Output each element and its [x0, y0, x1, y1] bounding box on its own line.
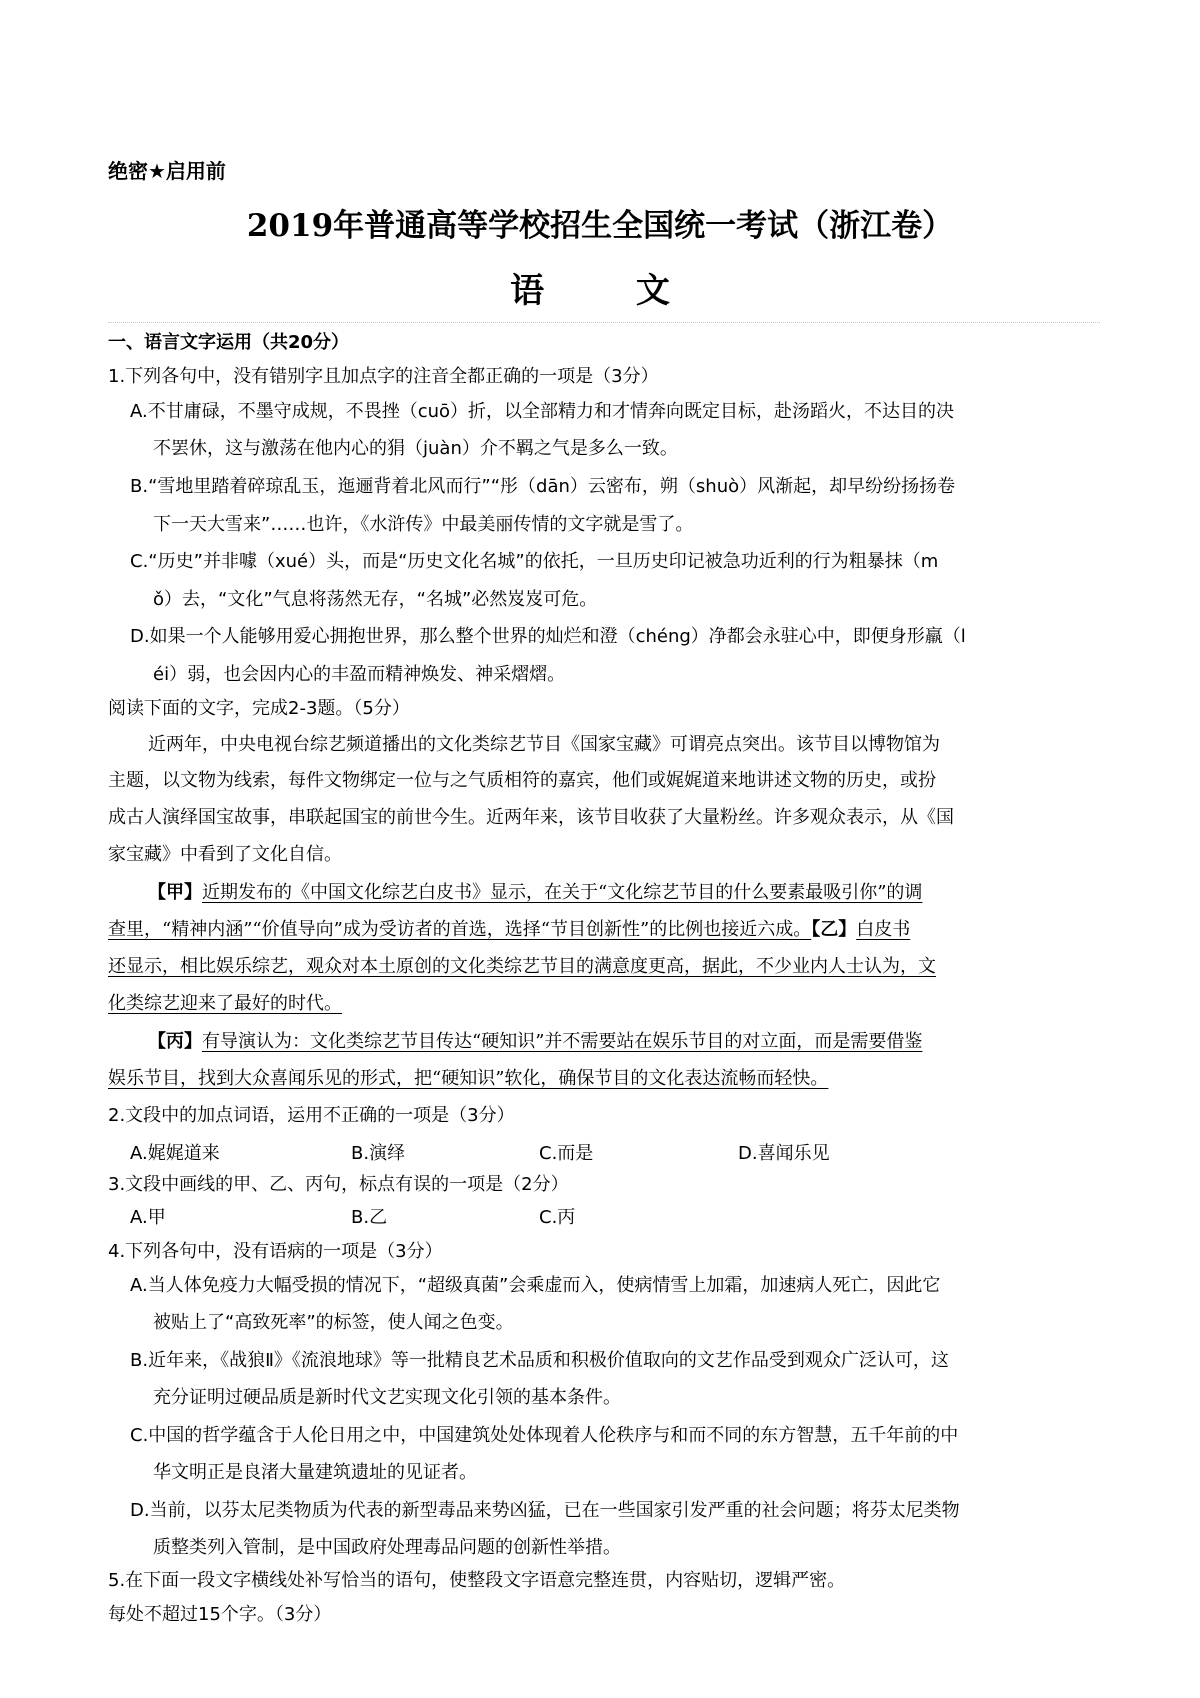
q1-option-c-line1: C.“历史”并非噱（xué）头，而是“历史文化名城”的依托，一旦历史印记被急功近利的行为粗暴抹（m	[130, 551, 939, 572]
q5-stem: 5.在下面一段文字横线处补写恰当的语句，使整段文字语意完整连贯，内容贴切，逻辑严密。	[108, 1570, 846, 1591]
q3-option-c: C.丙	[539, 1207, 576, 1228]
q4-option-a-line1: A.当人体免疫力大幅受损的情况下，“超级真菌”会乘虚而入，使病情雪上加霜，加速病人死亡，因此它	[130, 1275, 941, 1296]
tag-yi: 【乙】	[811, 919, 857, 940]
passage-p3-line1	[148, 1027, 1140, 1053]
sentence-bing-part2: 娱乐节目，找到大众喜闻乐见的形式，把“硬知识”软化，确保节目的文化表达流畅而轻快。	[108, 1068, 829, 1089]
q2-option-a: A.娓娓道来	[130, 1143, 220, 1164]
divider	[108, 322, 1100, 323]
sentence-yi-part1: 白皮书	[856, 919, 911, 940]
passage-p2-line4	[108, 989, 1100, 1015]
exam-title: 2019年普通高等学校招生全国统一考试（浙江卷）	[246, 208, 954, 244]
sentence-yi-part3: 化类综艺迎来了最好的时代。	[108, 993, 342, 1014]
q4-stem: 4.下列各句中，没有语病的一项是（3分）	[108, 1241, 443, 1262]
q3-option-a: A.甲	[130, 1207, 166, 1228]
passage-p1-line1: 近两年，中央电视台综艺频道播出的文化类综艺节目《国家宝藏》可谓亮点突出。该节目以博物馆为	[148, 734, 940, 755]
sentence-yi-part2: 还显示，相比娱乐综艺，观众对本土原创的文化类综艺节目的满意度更高，据此，不少业内人士认为，文	[108, 956, 936, 977]
sentence-jia-part1: 近期发布的《中国文化综艺白皮书》显示，在关于“文化综艺节目的什么要素最吸引你”的调	[202, 882, 923, 903]
q1-option-d-line2: éi）弱，也会因内心的丰盈而精神焕发、神采熠熠。	[153, 664, 566, 685]
q1-option-b-line2: 下一天大雪来”……也许，《水浒传》中最美丽传情的文字就是雪了。	[153, 514, 694, 535]
tag-bing: 【丙】	[148, 1031, 202, 1052]
q4-option-d-line1: D.当前，以芬太尼类物质为代表的新型毒品来势凶猛，已在一些国家引发严重的社会问题；将芬太尼类物	[130, 1500, 960, 1521]
q4-option-c-line1: C.中国的哲学蕴含于人伦日用之中，中国建筑处处体现着人伦秩序与和而不同的东方智慧，五千年前的中	[130, 1425, 959, 1446]
q2-option-d: D.喜闻乐见	[738, 1143, 830, 1164]
passage-p3-line2	[108, 1064, 1100, 1090]
confidential-label: 绝密★启用前	[108, 159, 226, 183]
q2-option-b: B.演绎	[351, 1143, 406, 1164]
q4-option-a-line2: 被贴上了“高致死率”的标签，使人闻之色变。	[153, 1312, 514, 1333]
q1-option-c-line2: ǒ）去，“文化”气息将荡然无存，“名城”必然岌岌可危。	[153, 589, 598, 610]
q1-stem: 1.下列各句中，没有错别字且加点字的注音全都正确的一项是（3分）	[108, 366, 659, 387]
tag-jia: 【甲】	[148, 882, 202, 903]
sentence-jia-part2: 查里，“精神内涵”“价值导向”成为受访者的首选，选择“节目创新性”的比例也接近六成。	[108, 919, 812, 940]
section-heading: 一、语言文字运用（共20分）	[108, 332, 350, 353]
q3-option-b: B.乙	[351, 1207, 388, 1228]
sentence-bing-part1: 有导演认为：文化类综艺节目传达“硬知识”并不需要站在娱乐节目的对立面，而是需要借鉴	[202, 1031, 923, 1052]
q4-option-b-line1: B.近年来，《战狼Ⅱ》《流浪地球》等一批精良艺术品质和积极价值取向的文艺作品受到观众广泛认可，这	[130, 1350, 949, 1371]
q4-option-b-line2: 充分证明过硬品质是新时代文艺实现文化引领的基本条件。	[153, 1387, 621, 1408]
passage-p1-line4: 家宝藏》中看到了文化自信。	[108, 844, 342, 865]
q1-option-b-line1: B.“雪地里踏着碎琼乱玉，迤逦背着北风而行”“彤（dān）云密布，朔（shuò）风渐起，却早纷纷扬扬卷	[130, 476, 956, 497]
q1-option-a-line2: 不罢休，这与激荡在他内心的狷（juàn）介不羁之气是多么一致。	[153, 438, 678, 459]
passage-p1-line3: 成古人演绎国宝故事，串联起国宝的前世今生。近两年来，该节目收获了大量粉丝。许多观众表示，从《国	[108, 807, 954, 828]
passage-p2-line1	[148, 878, 1140, 904]
q4-option-c-line2: 华文明正是良渚大量建筑遗址的见证者。	[153, 1462, 477, 1483]
subject-title: 语 文	[510, 271, 710, 311]
q2-stem: 2.文段中的加点词语，运用不正确的一项是（3分）	[108, 1105, 515, 1126]
reading-intro: 阅读下面的文字，完成2-3题。（5分）	[108, 698, 410, 719]
q2-option-c: C.而是	[539, 1143, 594, 1164]
q3-stem: 3.文段中画线的甲、乙、丙句，标点有误的一项是（2分）	[108, 1174, 569, 1195]
q1-option-d-line1: D.如果一个人能够用爱心拥抱世界，那么整个世界的灿烂和澄（chéng）净都会永驻心中，即便身形羸（l	[130, 626, 966, 647]
passage-p2-line2	[108, 915, 1100, 941]
q5-note: 每处不超过15个字。（3分）	[108, 1604, 332, 1625]
passage-p1-line2: 主题，以文物为线索，每件文物绑定一位与之气质相符的嘉宾，他们或娓娓道来地讲述文物的历史，或扮	[108, 770, 936, 791]
q4-option-d-line2: 质整类列入管制，是中国政府处理毒品问题的创新性举措。	[153, 1537, 621, 1558]
q1-option-a-line1: A.不甘庸碌，不墨守成规，不畏挫（cuō）折，以全部精力和才情奔向既定目标，赴汤蹈火，不达目的决	[130, 401, 955, 422]
